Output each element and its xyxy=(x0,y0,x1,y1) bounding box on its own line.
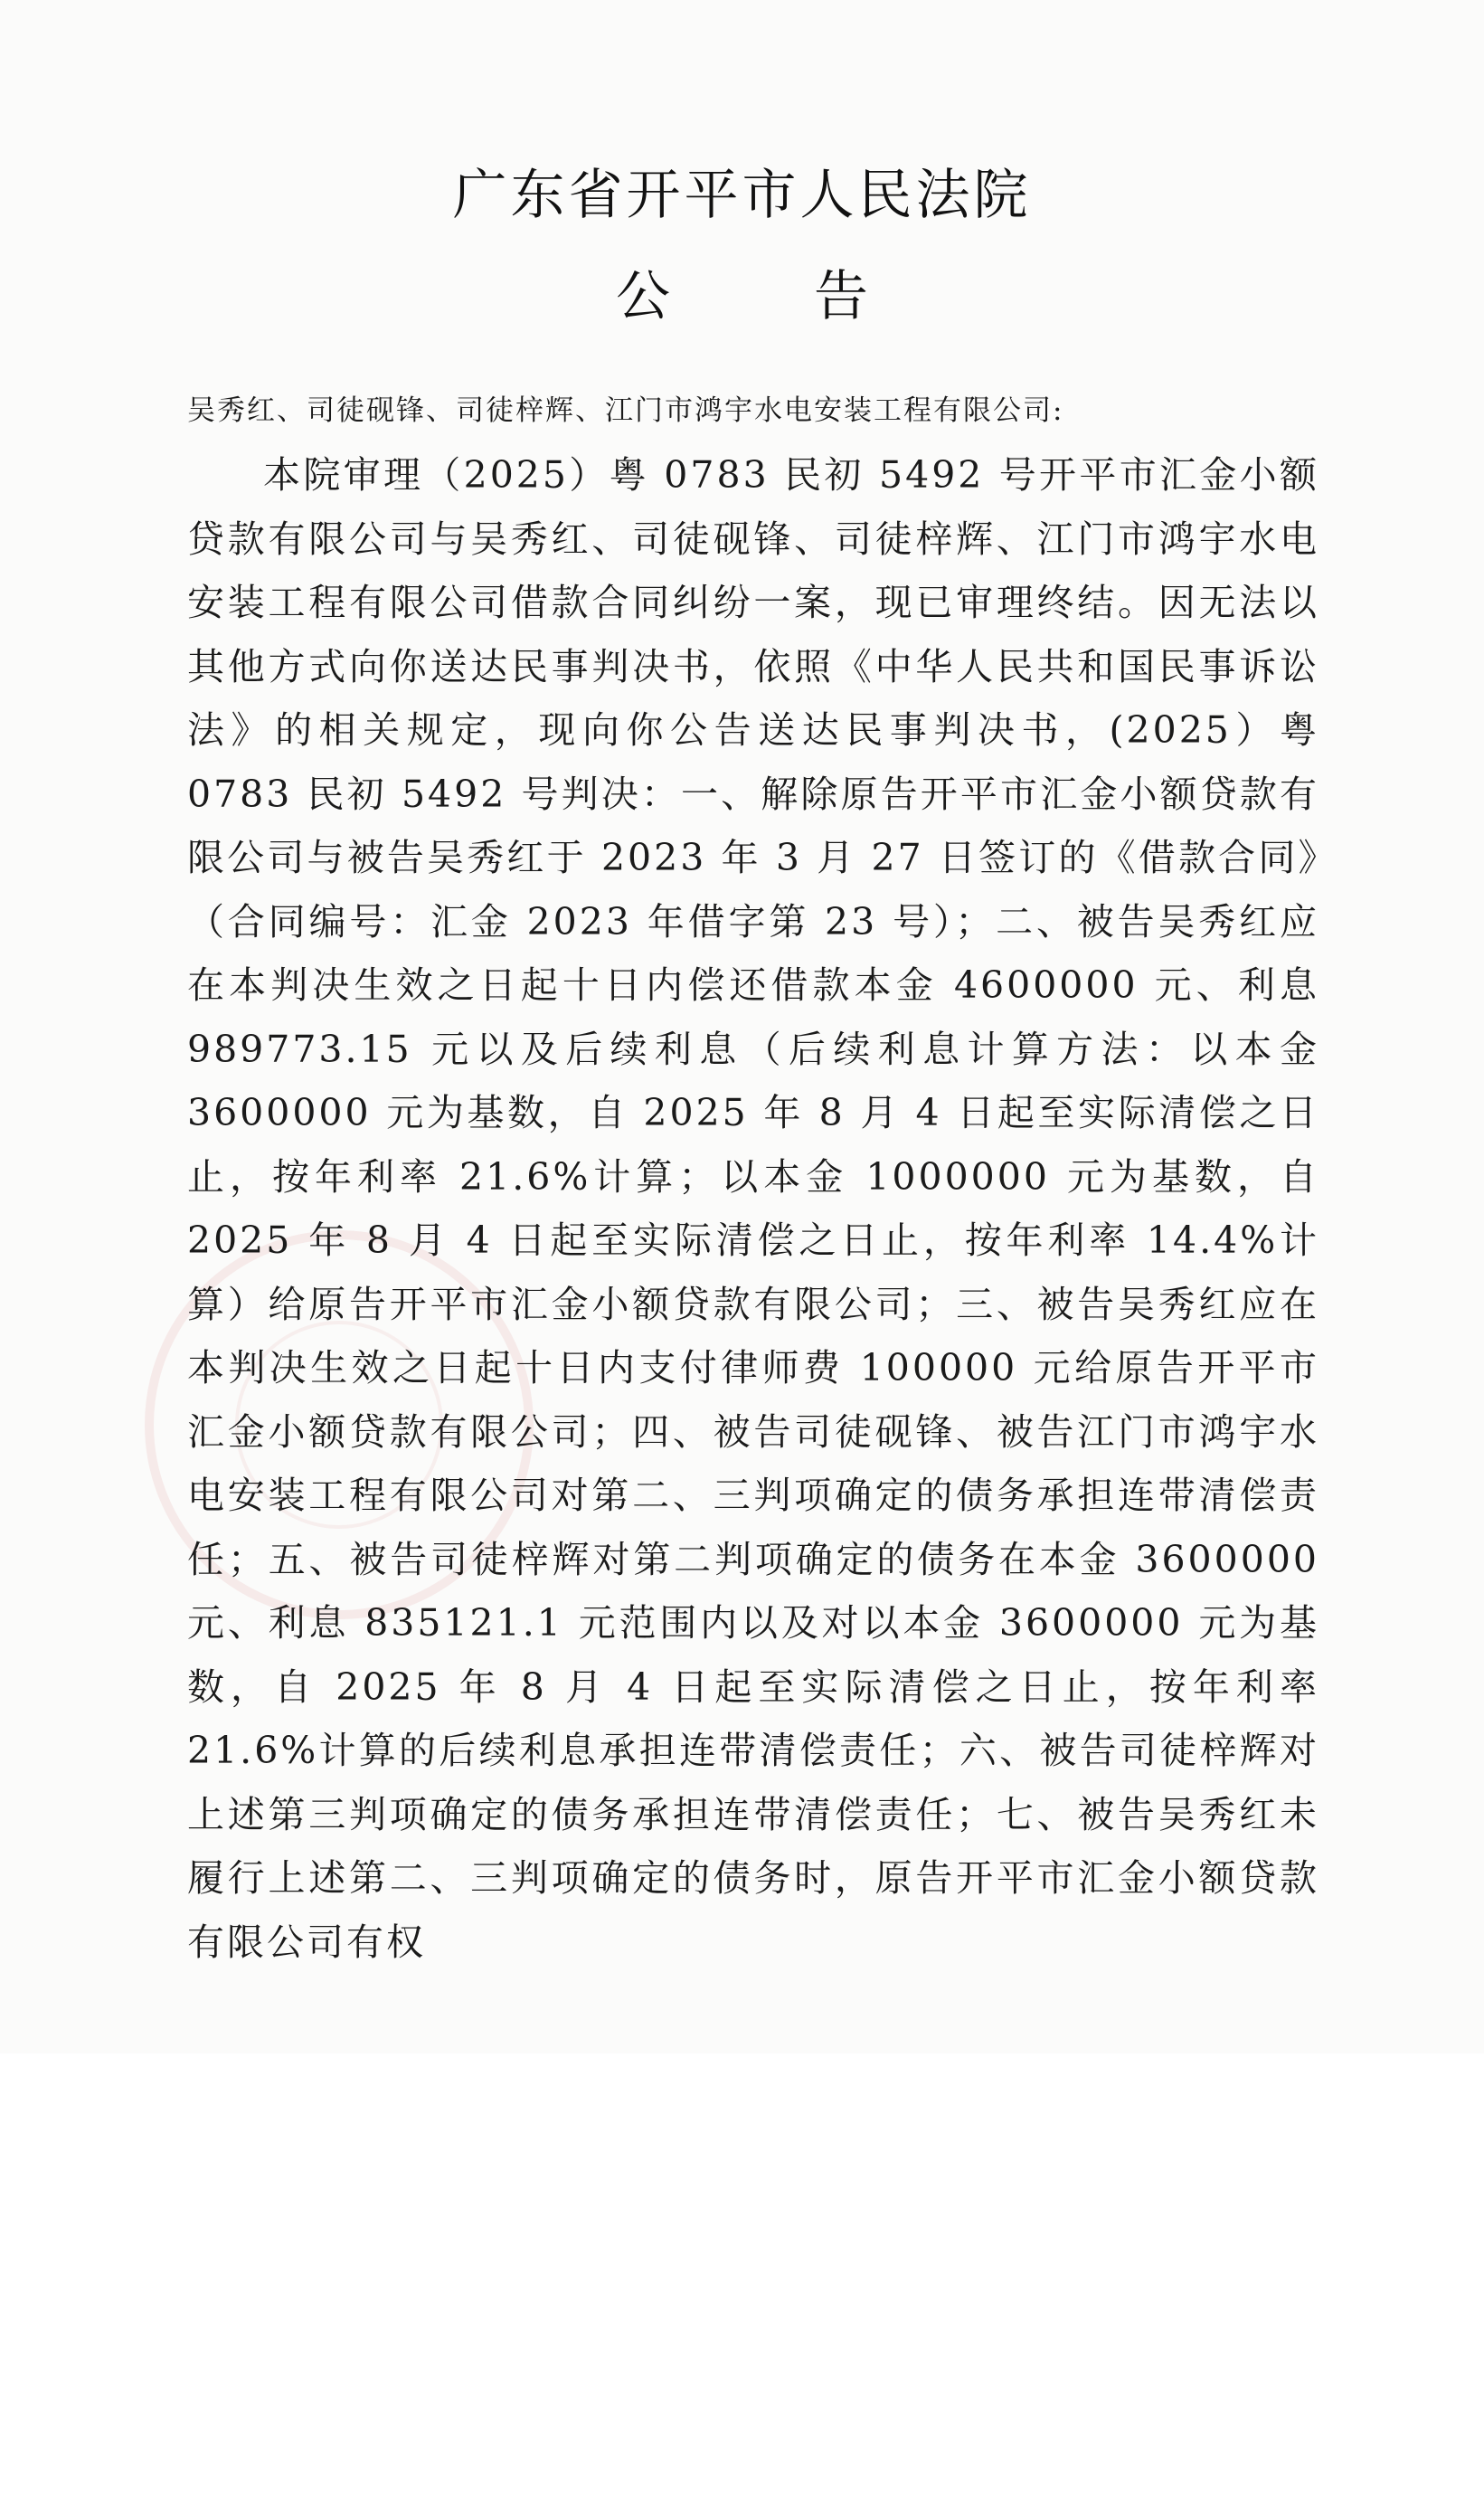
addressee-line: 吴秀红、司徒砚锋、司徒梓辉、江门市鸿宇水电安装工程有限公司: xyxy=(187,394,1064,427)
court-name-heading: 广东省开平市人民法院 xyxy=(452,164,1032,227)
notice-body-paragraph: 本院审理（2025）粤 0783 民初 5492 号开平市汇金小额贷款有限公司与吴秀红、司徒砚锋、司徒梓辉、江门市鸿宇水电安装工程有限公司借款合同纠纷一案，现已审理终结。因无法以其他方式向你送达民事判决书，依照《中华人民共和国民事诉讼法》的相关规定，现向你公告送达民事判决书，(2025）粤 0783 民初 5492 号判决：一、解除原告开平市汇金小额贷款有限公司与被告吴秀红于 2023 年 3 月 27 日签订的《借款合同》（合同编号：汇金 2023 年借字第 23 号）；二、被告吴秀红应在本判决生效之日起十日内偿还借款本金 4600000 元、利息 989773.15 元以及后续利息（后续利息计算方法：以本金 3600000 元为基数，自 2025 年 8 月 4 日起至实际清偿之日止，按年利率 21.6%计算；以本金 1000000 元为基数，自 2025 年 8 月 4 日起至实际清偿之日止，按年利率 14.4%计算）给原告开平市汇金小额贷款有限公司；三、被告吴秀红应在本判决生效之日起十日内支付律师费 100000 元给原告开平市汇金小额贷款有限公司；四、被告司徒砚锋、被告江门市鸿宇水电安装工程有限公司对第二、三判项确定的债务承担连带清偿责任；五、被告司徒梓辉对第二判项确定的债务在本金 3600000 元、利息 835121.1 元范围内以及对以本金 3600000 元为基数，自 2025 年 8 月 4 日起至实际清偿之日止，按年利率 21.6%计算的后续利息承担连带清偿责任；六、被告司徒梓辉对上述第三判项确定的债务承担连带清偿责任；七、被告吴秀红未履行上述第二、三判项确定的债务时，原告开平市汇金小额贷款有限公司有权 xyxy=(187,453,1319,1964)
notice-heading: 公 告 xyxy=(615,265,932,328)
